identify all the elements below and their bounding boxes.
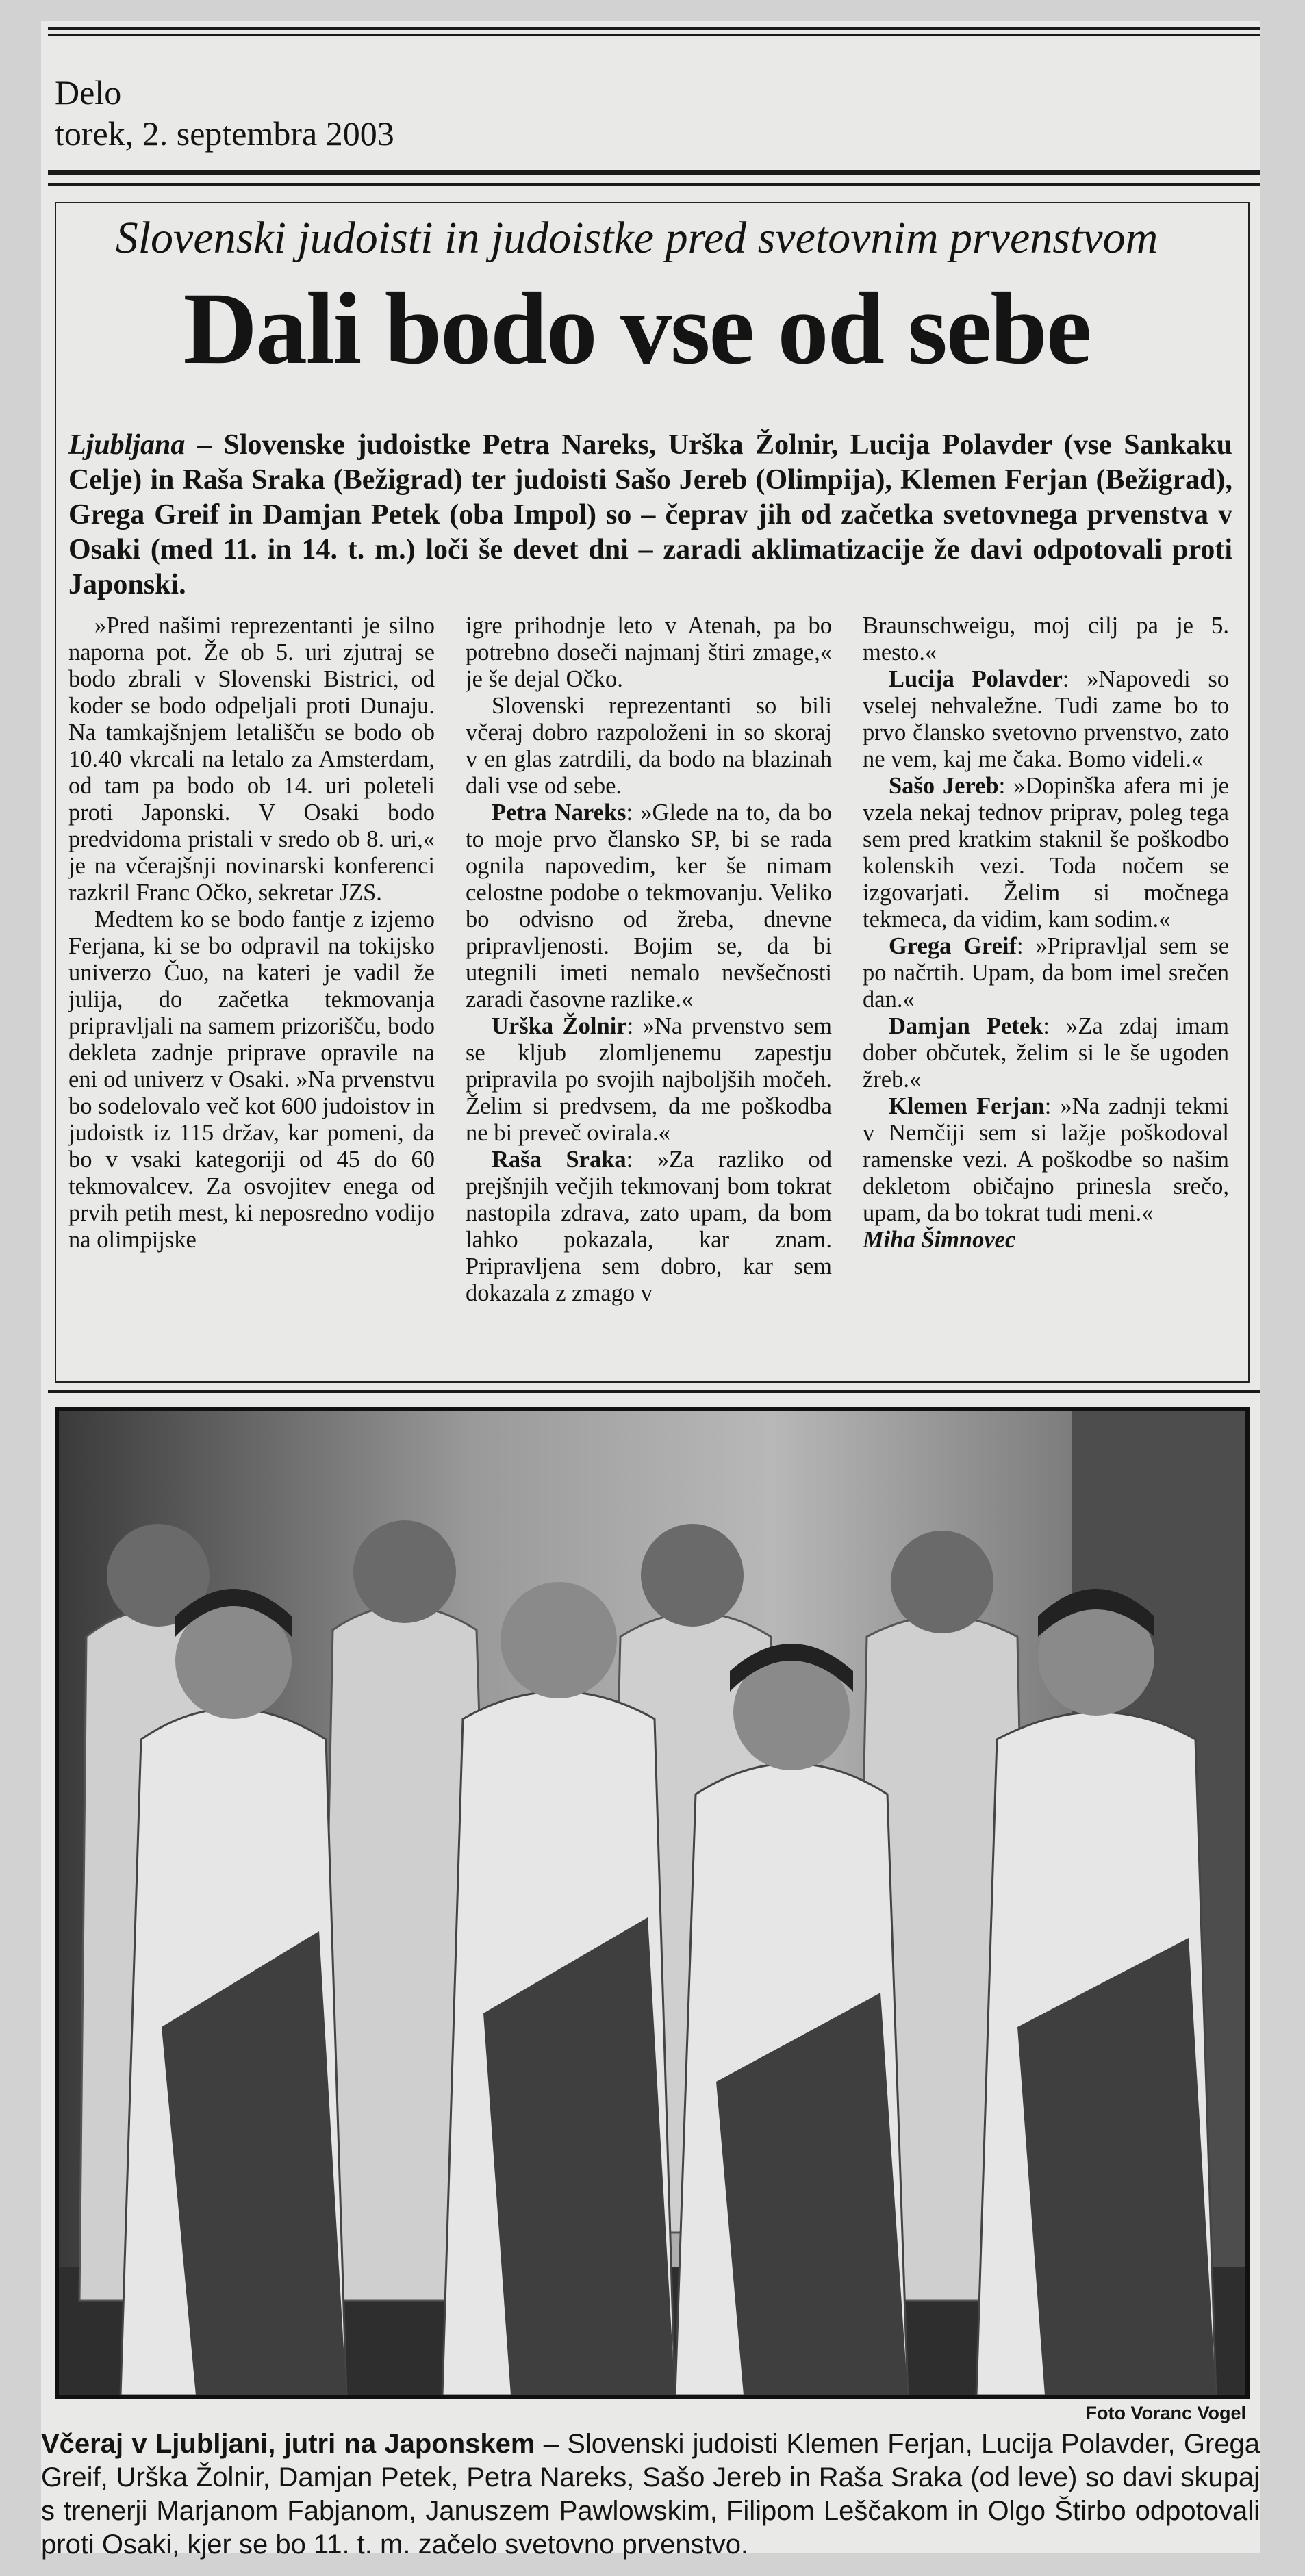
caption-text: – Slovenski judoisti Klemen Ferjan, Lucija Polavder, Grega Greif, Urška Žolnir, Damjan Petek, Petra Nareks, Sašo Jereb in Raša Sraka (od leve) so davi skupaj s trenerji Marjanom Fabjanom, Januszem Pawlowskim, Filipom Leščakom in Olgo Štirbo odpotovali proti Osaki, kjer se bo 11. t. m. začelo svetovno prvenstvo. [41,2429,1260,2560]
quote-paragraph [863,1013,1229,1093]
quote-text: : »Glede na to, da bo to moje prvo člansko SP, bi se rada ognila napovedim, ker še nimam celostne podobe o tekmovanju. Veliko bo odvisno od žreba, dnevne pripravljenosti. Bojim se, da bi utegnili imeti nemalo nevšečnosti zaradi časovne razlike.« [466,800,832,1012]
team-photo-illustration [59,1411,1245,2395]
top-rule [48,27,1260,30]
quote-paragraph [863,666,1229,773]
top-rule-thin [48,34,1260,36]
paragraph: Medtem ko se bodo fantje z izjemo Ferjana, ki se bo odpravil na tokijsko univerzo Čuo, na kateri je vadil že julija, do začetka tekmovanja pripravljali na samem prizorišču, bodo dekleta zadnje priprave opravile na eni od univerz v Osaki. »Na prvenstvu bo sodelovalo več kot 600 judoistov in judoistk iz 115 držav, kar pomeni, da bo v vsaki kategoriji od 45 do 60 tekmovalcev. Za osvojitev enega od prvih petih mest, ki neposredno vodijo na olimpijske [68,906,435,1253]
quote-text: : »Za zdaj imam dober občutek, želim si le še ugoden žreb.« [863,1013,1229,1093]
article-kicker: Slovenski judoisti in judoistke pred svetovnim prvenstvom [115,213,1158,263]
quote-paragraph [466,1013,832,1147]
speaker-name: Raša Sraka [492,1147,626,1173]
quote-text: : »Za razliko od prejšnjih večjih tekmovanj bom tokrat nastopila zdrava, zato upam, da bom lahko pokazala, kar znam. Pripravljena sem dobro, kar sem dokazala z zmago v [466,1147,832,1306]
article-column-2 [466,613,832,1373]
quote-text: : »Dopinška afera mi je vzela nekaj tednov priprav, poleg tega sem pred kratkim staknil še poškodbo kolenskih vezi. Toda nočem se izgovarjati. Želim si močnega tekmeca, da vidim, kam sodim.« [863,773,1229,932]
quote-paragraph [863,773,1229,933]
quote-paragraph [466,800,832,1013]
lead-place: Ljubljana [68,429,186,461]
photo-caption [41,2427,1260,2562]
quote-text: : »Napovedi so vselej nehvaležne. Tudi zame bo to prvo člansko svetovno prvenstvo, zato ne vem, kaj me čaka. Bomo videli.« [863,666,1229,772]
team-photo [55,1407,1250,2399]
article-column-1 [68,613,435,1373]
publication-name: Delo [55,73,122,112]
speaker-name: Grega Greif [889,933,1017,959]
header-rule-thick [48,170,1260,175]
paragraph: Braunschweigu, moj cilj pa je 5. mesto.« [863,613,1229,665]
quote-text: : »Na zadnji tekmi v Nemčiji sem si lažje poškodoval ramenske vezi. A poškodbe so našim dekletom običajno prinesla srečo, upam, da bo tokrat tudi meni.« [863,1093,1229,1226]
speaker-name: Urška Žolnir [492,1013,627,1039]
lead-text: – Slovenske judoistke Petra Nareks, Urška Žolnir, Lucija Polavder (vse Sankaku Celje) in Raša Sraka (Bežigrad) ter judoisti Sašo Jereb (Olimpija), Klemen Ferjan (Bežigrad), Grega Greif in Damjan Petek (oba Impol) so – čeprav jih od začetka svetovnega prvenstva v Osaki (med 11. in 14. t. m.) loči še devet dni – zaradi aklimatizacije že davi odpotovali proti Japonski. [68,429,1232,600]
header-rule-thin [48,183,1260,186]
quote-paragraph [863,1093,1229,1227]
section-rule [48,1390,1260,1393]
publication-date: torek, 2. septembra 2003 [55,114,394,153]
paragraph: Slovenski reprezentanti so bili včeraj dobro razpoloženi in so skoraj v en glas zatrdili, da bodo na blazinah dali vse od sebe. [466,693,832,799]
caption-title: Včeraj v Ljubljani, jutri na Japonskem [41,2429,535,2459]
speaker-name: Petra Nareks [492,800,626,826]
paragraph: »Pred našimi reprezentanti je silno naporna pot. Že ob 5. uri zjutraj se bodo zbrali v Slovenski Bistrici, od koder se bodo odpeljali proti Dunaju. Na tamkajšnjem letališču se bodo ob 10.40 vkrcali na letalo za Amsterdam, od tam pa bodo ob 14. uri poleteli proti Japonski. V Osaki bodo predvidoma pristali v sredo ob 8. uri,« je na včerajšnji novinarski konferenci razkril Franc Očko, sekretar JZS. [68,613,435,906]
publication-header [55,72,394,154]
quote-paragraph [466,1147,832,1307]
quote-text: : »Na prvenstvo sem se kljub zlomljenemu zapestju pripravila po svojih najboljših močeh. Želim si predvsem, da me poškodba ne bi preveč ovirala.« [466,1013,832,1146]
quote-text: : »Pripravljal sem se po načrtih. Upam, da bom imel srečen dan.« [863,933,1229,1012]
article-column-3 [863,613,1229,1373]
quote-paragraph [863,933,1229,1013]
speaker-name: Damjan Petek [889,1013,1043,1039]
paragraph: igre prihodnje leto v Atenah, pa bo potrebno doseči najmanj štiri zmage,« je še dejal Očko. [466,613,832,692]
article-headline: Dali bodo vse od sebe [183,272,1091,385]
photo-credit: Foto Voranc Vogel [1085,2403,1246,2423]
author-signature: Miha Šimnovec [863,1227,1016,1253]
article-lead [68,428,1232,602]
speaker-name: Klemen Ferjan [889,1093,1045,1119]
speaker-name: Lucija Polavder [889,666,1063,692]
speaker-name: Sašo Jereb [889,773,999,799]
